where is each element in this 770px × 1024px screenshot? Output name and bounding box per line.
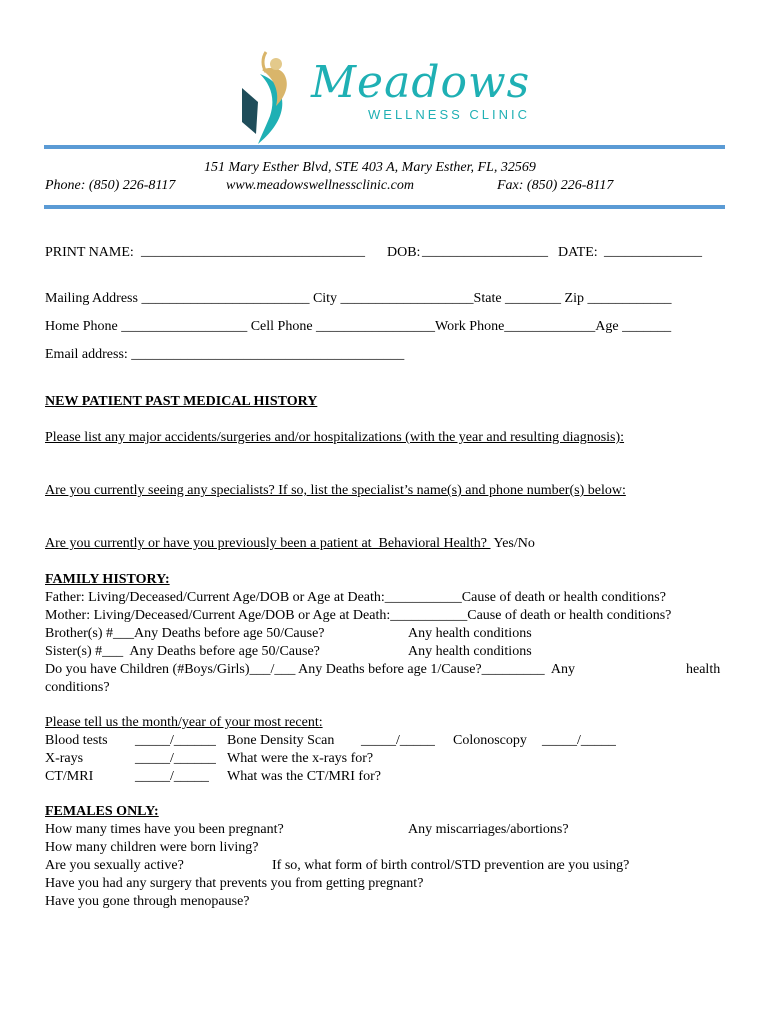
clinic-address: 151 Mary Esther Blvd, STE 403 A, Mary Esther, FL, 32569 <box>204 160 536 175</box>
clinic-website: www.meadowswellnessclinic.com <box>226 178 414 193</box>
colonoscopy-label: Colonoscopy <box>453 733 527 748</box>
question-accidents: Please list any major accidents/surgeries and/or hospitalizations (with the year and resulting diagnosis): <box>45 430 625 445</box>
date-field[interactable]: ______________ <box>604 244 702 259</box>
sister-health: Any health conditions <box>408 644 532 659</box>
behavioral-answer[interactable]: Yes/No <box>490 536 535 551</box>
ct-mri-question: What was the CT/MRI for? <box>227 769 381 784</box>
females-title: FEMALES ONLY: <box>45 804 159 819</box>
bone-density-label: Bone Density Scan <box>227 733 335 748</box>
brother-health: Any health conditions <box>408 626 532 641</box>
recent-title: Please tell us the month/year of your most recent: <box>45 715 323 730</box>
blood-tests-label: Blood tests <box>45 733 108 748</box>
clinic-phone: Phone: (850) 226-8117 <box>45 178 176 193</box>
xrays-question: What were the x-rays for? <box>227 751 374 766</box>
date-label: DATE: <box>558 245 598 260</box>
xrays-field[interactable]: _____/______ <box>135 751 216 766</box>
question-specialists: Are you currently seeing any specialists? If so, list the specialist’s name(s) and phone number(s) below: <box>45 483 626 498</box>
ct-mri-label: CT/MRI <box>45 769 94 784</box>
miscarriages-question: Any miscarriages/abortions? <box>408 822 569 837</box>
question-behavioral <box>45 535 535 553</box>
family-title: FAMILY HISTORY: <box>45 572 170 587</box>
pregnant-question: How many times have you been pregnant? <box>45 822 284 837</box>
header-rule-top <box>44 145 725 149</box>
dob-field[interactable]: __________________ <box>422 244 548 259</box>
birth-control-question: If so, what form of birth control/STD prevention are you using? <box>272 858 630 873</box>
print-name-field[interactable]: ________________________________ <box>141 244 365 259</box>
phone-row[interactable]: Home Phone __________________ Cell Phone _________________Work Phone_____________Age _______ <box>45 319 672 334</box>
xrays-label: X-rays <box>45 751 84 766</box>
brother-row[interactable]: Brother(s) #___Any Deaths before age 50/Cause? <box>45 626 325 641</box>
sexually-active-question: Are you sexually active? <box>45 858 184 873</box>
logo-figure-icon <box>236 48 316 148</box>
children-conditions: conditions? <box>45 680 110 695</box>
sister-row[interactable]: Sister(s) #___ Any Deaths before age 50/Cause? <box>45 644 320 659</box>
mother-row[interactable]: Mother: Living/Deceased/Current Age/DOB or Age at Death:___________Cause of death or health conditions? <box>45 608 672 623</box>
father-row[interactable]: Father: Living/Deceased/Current Age/DOB or Age at Death:___________Cause of death or health conditions? <box>45 590 666 605</box>
mailing-address-row[interactable]: Mailing Address ________________________ City ___________________State ________ Zip ____________ <box>45 291 672 306</box>
behavioral-question-text: Are you currently or have you previously been a patient at Behavioral Health? <box>45 536 491 551</box>
logo-wordmark: Meadows <box>311 57 531 108</box>
dob-label: DOB: <box>387 245 421 260</box>
history-title: NEW PATIENT PAST MEDICAL HISTORY <box>45 394 318 409</box>
children-health-word: health <box>686 662 721 677</box>
bone-density-field[interactable]: _____/_____ <box>361 733 435 748</box>
clinic-fax: Fax: (850) 226-8117 <box>497 178 614 193</box>
print-name-label: PRINT NAME: <box>45 245 134 260</box>
blood-tests-field[interactable]: _____/______ <box>135 733 216 748</box>
menopause-question: Have you gone through menopause? <box>45 894 250 909</box>
colonoscopy-field[interactable]: _____/_____ <box>542 733 616 748</box>
surgery-question: Have you had any surgery that prevents you from getting pregnant? <box>45 876 424 891</box>
children-row[interactable]: Do you have Children (#Boys/Girls)___/___ Any Deaths before age 1/Cause?_________ Any <box>45 662 575 677</box>
header-rule-bottom <box>44 205 725 209</box>
email-row[interactable]: Email address: _______________________________________ <box>45 347 405 362</box>
children-born-question: How many children were born living? <box>45 840 259 855</box>
logo-subtitle: WELLNESS CLINIC <box>368 107 531 122</box>
ct-mri-field[interactable]: _____/_____ <box>135 769 209 784</box>
